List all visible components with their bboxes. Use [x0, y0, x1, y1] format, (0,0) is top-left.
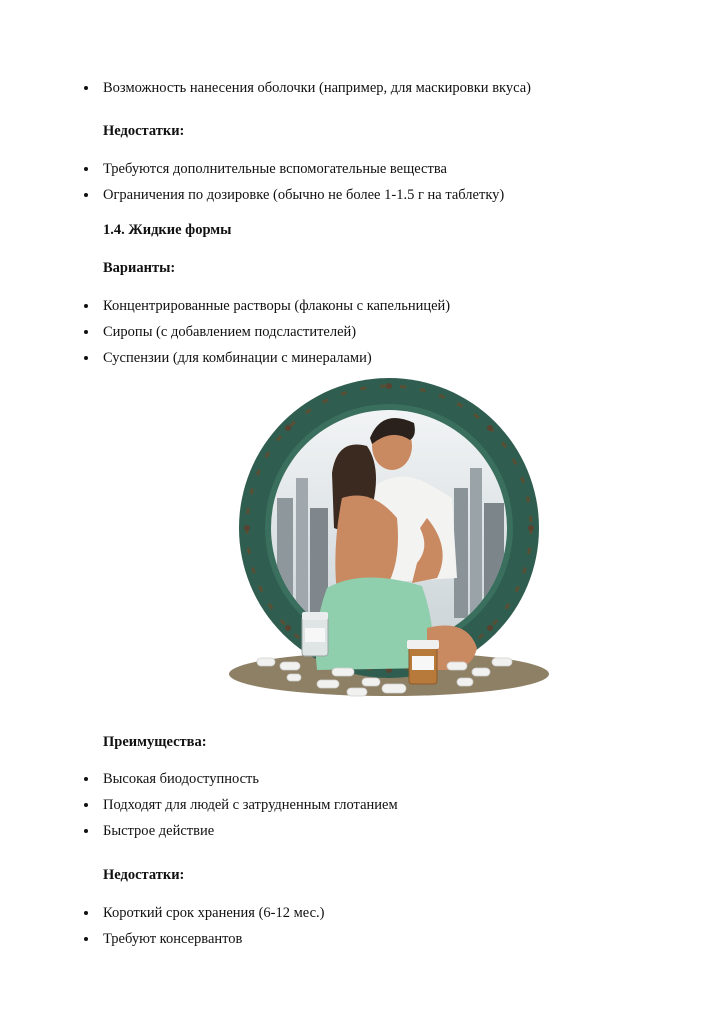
bullet-icon	[84, 330, 88, 334]
pill-bottle-icon	[407, 640, 439, 684]
bullet-icon	[84, 356, 88, 360]
pill-bottle-icon	[302, 612, 328, 656]
bullet-icon	[84, 911, 88, 915]
bullet-icon	[84, 304, 88, 308]
bullet-icon	[84, 86, 88, 90]
bullet-icon	[84, 937, 88, 941]
bullet-icon	[84, 167, 88, 171]
bullet-icon	[84, 829, 88, 833]
section-heading-cons: Недостатки:	[103, 867, 185, 883]
section-heading-pros: Преимущества:	[103, 734, 207, 750]
bullet-icon	[84, 193, 88, 197]
section-heading-variants: Варианты:	[103, 260, 176, 276]
bullet-icon	[84, 777, 88, 781]
section-heading-cons: Недостатки:	[103, 123, 185, 139]
section-title: 1.4. Жидкие формы	[103, 222, 232, 238]
illustration-couple-porthole	[222, 378, 556, 712]
bullet-icon	[84, 803, 88, 807]
